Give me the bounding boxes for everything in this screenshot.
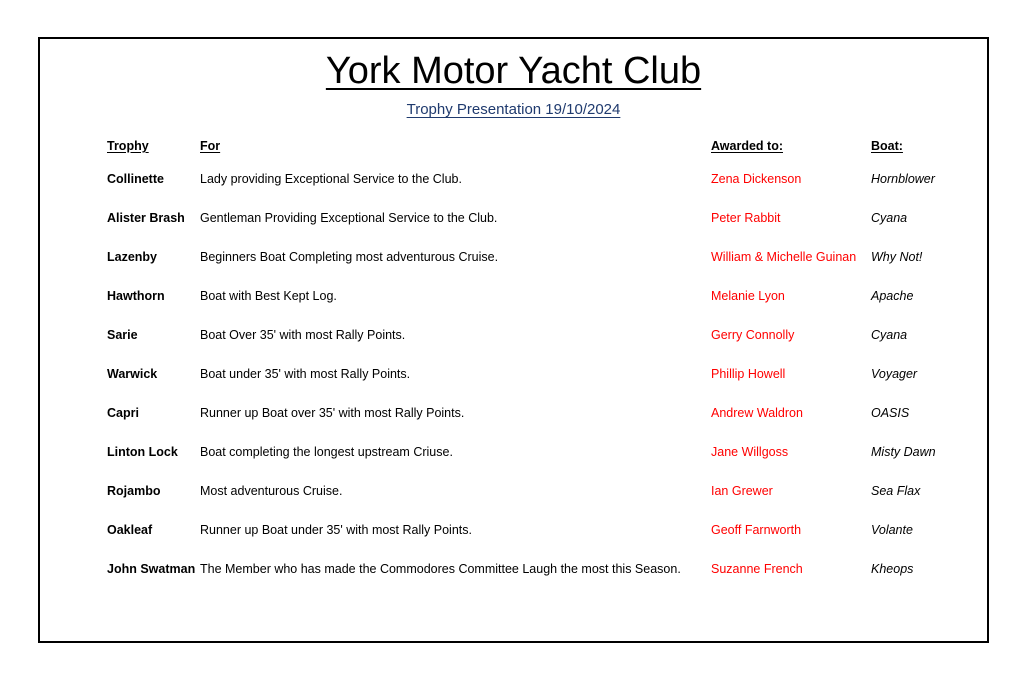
document-subtitle-text: Trophy Presentation 19/10/2024 <box>406 101 621 118</box>
document-title-text: York Motor Yacht Club <box>325 50 702 92</box>
table-row <box>107 394 961 433</box>
trophy-cell: Collinette <box>107 171 164 186</box>
table-header-row <box>107 133 961 159</box>
boat-cell: Misty Dawn <box>871 445 936 460</box>
header-for: For <box>200 139 221 153</box>
trophy-cell: Sarie <box>107 327 138 342</box>
table-row <box>107 433 961 472</box>
awarded-to-cell: Zena Dickenson <box>711 171 802 186</box>
awarded-to-cell: Geoff Farnworth <box>711 523 802 538</box>
boat-cell: Hornblower <box>871 171 935 186</box>
for-cell: Gentleman Providing Exceptional Service to the Club. <box>200 210 498 225</box>
for-cell: Lady providing Exceptional Service to the Club. <box>200 171 462 186</box>
table-row <box>107 472 961 511</box>
boat-cell: Voyager <box>871 367 918 382</box>
table-row <box>107 315 961 354</box>
trophy-cell: Alister Brash <box>107 210 185 225</box>
boat-cell: Kheops <box>871 562 914 577</box>
trophy-cell: Lazenby <box>107 249 158 264</box>
for-cell: Runner up Boat under 35' with most Rally Points. <box>200 523 472 538</box>
for-cell: Most adventurous Cruise. <box>200 484 343 499</box>
for-cell: Boat Over 35' with most Rally Points. <box>200 327 406 342</box>
trophy-cell: Rojambo <box>107 484 161 499</box>
boat-cell: Cyana <box>871 327 908 342</box>
table-row <box>107 550 961 589</box>
for-cell: Boat completing the longest upstream Criuse. <box>200 445 453 460</box>
awarded-to-cell: Melanie Lyon <box>711 288 785 303</box>
document-title <box>40 49 987 93</box>
awarded-to-cell: Andrew Waldron <box>711 406 803 421</box>
boat-cell: OASIS <box>871 406 910 421</box>
boat-cell: Sea Flax <box>871 484 921 499</box>
trophy-cell: Warwick <box>107 367 158 382</box>
table-row <box>107 198 961 237</box>
for-cell: Beginners Boat Completing most adventurous Cruise. <box>200 249 499 264</box>
boat-cell: Apache <box>871 288 914 303</box>
table-row <box>107 276 961 315</box>
awarded-to-cell: Jane Willgoss <box>711 445 789 460</box>
header-boat: Boat: <box>871 139 903 153</box>
awarded-to-cell: Gerry Connolly <box>711 327 795 342</box>
for-cell: Runner up Boat over 35' with most Rally Points. <box>200 406 465 421</box>
trophy-cell: Oakleaf <box>107 523 153 538</box>
trophy-cell: John Swatman <box>107 562 196 577</box>
awarded-to-cell: Phillip Howell <box>711 367 786 382</box>
table-row <box>107 237 961 276</box>
awarded-to-cell: Ian Grewer <box>711 484 773 499</box>
for-cell: Boat under 35' with most Rally Points. <box>200 367 411 382</box>
table-row <box>107 159 961 198</box>
document-subtitle <box>40 100 987 120</box>
trophy-cell: Linton Lock <box>107 445 178 460</box>
document-page <box>38 37 989 643</box>
for-cell: The Member who has made the Commodores Committee Laugh the most this Season. <box>200 562 681 577</box>
header-trophy: Trophy <box>107 139 149 153</box>
table-row <box>107 511 961 550</box>
awarded-to-cell: Peter Rabbit <box>711 210 781 225</box>
boat-cell: Cyana <box>871 210 908 225</box>
table-row <box>107 354 961 393</box>
for-cell: Boat with Best Kept Log. <box>200 288 337 303</box>
boat-cell: Volante <box>871 523 913 538</box>
trophy-table <box>107 133 961 589</box>
trophy-cell: Capri <box>107 406 139 421</box>
awarded-to-cell: William & Michelle Guinan <box>711 249 857 264</box>
trophy-cell: Hawthorn <box>107 288 165 303</box>
header-awarded-to: Awarded to: <box>711 139 783 153</box>
boat-cell: Why Not! <box>871 249 923 264</box>
awarded-to-cell: Suzanne French <box>711 562 803 577</box>
